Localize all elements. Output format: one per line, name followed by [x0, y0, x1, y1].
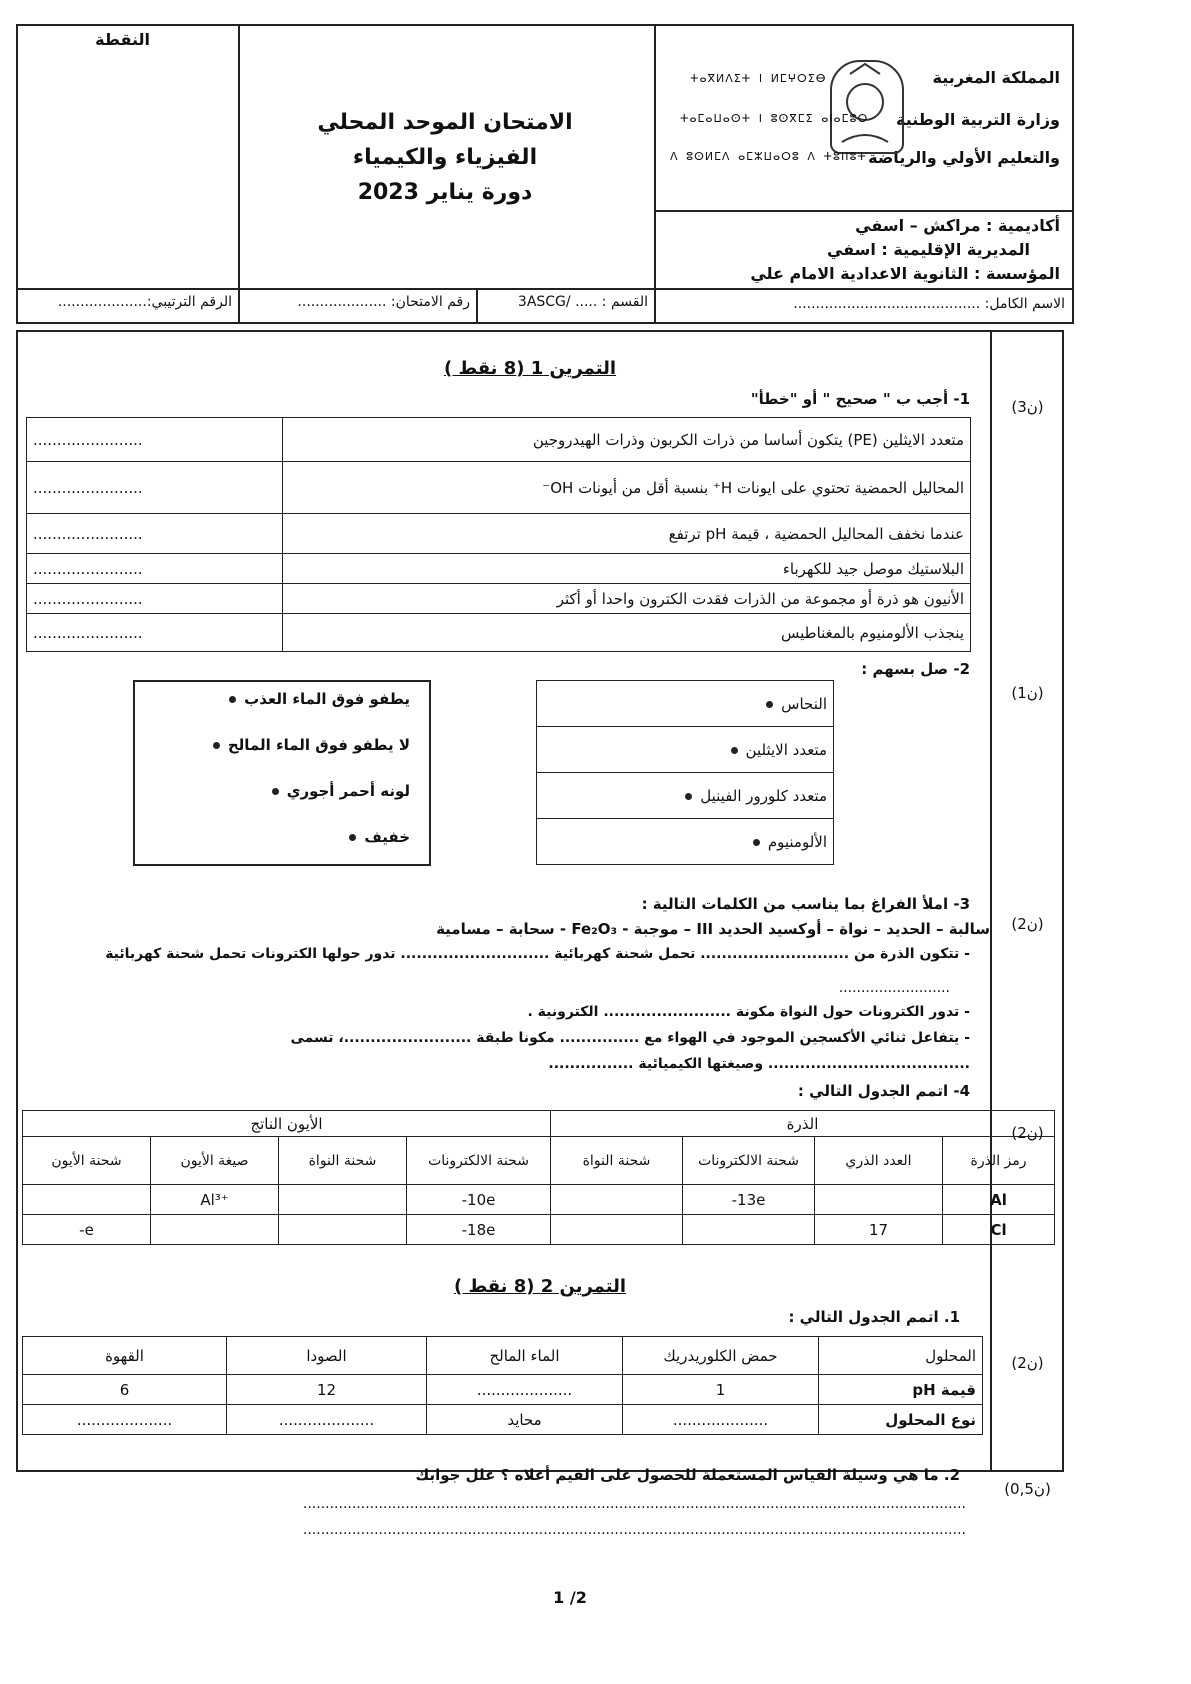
- full-name-field[interactable]: الاسم الكامل: ..........................................: [793, 296, 1065, 312]
- atom-ion-table: [22, 1110, 1055, 1245]
- table-cell[interactable]: Al³⁺: [151, 1185, 279, 1215]
- session-title: دورة يناير 2023: [357, 180, 533, 205]
- ph-cell[interactable]: 1: [623, 1375, 819, 1405]
- exam-title: الامتحان الموحد المحلي: [317, 110, 573, 135]
- academy: أكاديمية : مراكش – اسفي: [855, 216, 1060, 235]
- ph-cell[interactable]: ....................: [623, 1405, 819, 1435]
- q4-label: 4- اتمم الجدول التالي :: [797, 1082, 970, 1100]
- ph-header: المحلول: [819, 1337, 983, 1375]
- ph-cell[interactable]: 6: [23, 1375, 227, 1405]
- statement: البلاستيك موصل جيد للكهرباء: [283, 554, 971, 584]
- table-cell[interactable]: [551, 1185, 683, 1215]
- table-cell[interactable]: -10e: [407, 1185, 551, 1215]
- table-cell[interactable]: [279, 1185, 407, 1215]
- bullet-icon: [685, 793, 692, 800]
- bullet-icon: [213, 742, 220, 749]
- bullet-icon: [229, 696, 236, 703]
- tifinagh-line-1: ⵜⴰⴳⵍⴷⵉⵜ ⵏ ⵍⵎⵖⵔⵉⴱ: [690, 72, 827, 85]
- table-cell[interactable]: 17: [815, 1215, 943, 1245]
- table-cell[interactable]: [551, 1215, 683, 1245]
- statement: عندما نخفف المحاليل الحمضية ، قيمة pH ترتفع: [283, 514, 971, 554]
- q2-label: 2- صل بسهم :: [861, 660, 970, 678]
- ministry-line-2: والتعليم الأولي والرياضة: [868, 148, 1060, 167]
- directorate: المديرية الإقليمية : اسفي: [826, 240, 1030, 259]
- col-header: صيغة الأيون: [151, 1137, 279, 1185]
- statement: متعدد الايثلين (PE) يتكون أساسا من ذرات الكربون وذرات الهيدروجين: [283, 418, 971, 462]
- bullet-icon: [349, 834, 356, 841]
- royal-emblem-icon: [830, 60, 904, 154]
- ministry-line-1: وزارة التربية الوطنية: [895, 110, 1060, 129]
- bullet-icon: [753, 839, 760, 846]
- ph-header: الماء المالح: [427, 1337, 623, 1375]
- answer-cell[interactable]: .......................: [27, 614, 283, 652]
- answer-cell[interactable]: .......................: [27, 584, 283, 614]
- ph-table: [22, 1336, 983, 1435]
- subject-title: الفيزياء والكيمياء: [352, 145, 538, 170]
- score-label: النقطة: [95, 30, 150, 49]
- q3-line-2[interactable]: - تدور الكترونات حول النواة مكونة ........................ الكترونية .: [527, 1004, 970, 1020]
- statement: ينجذب الألومنيوم بالمغناطيس: [283, 614, 971, 652]
- col-header: شحنة الالكترونات: [407, 1137, 551, 1185]
- kingdom-name: المملكة المغربية: [932, 68, 1060, 87]
- match-item[interactable]: متعدد كلورور الفينيل: [537, 773, 834, 819]
- class-field[interactable]: القسم : ..... /3ASCG: [517, 294, 648, 310]
- match-target[interactable]: يطفو فوق الماء العذب: [140, 690, 410, 708]
- ph-cell[interactable]: محايد: [427, 1405, 623, 1435]
- answer-cell[interactable]: .......................: [27, 514, 283, 554]
- answer-cell[interactable]: .......................: [27, 554, 283, 584]
- statement: المحاليل الحمضية تحتوي على ايونات H⁺ بنسبة أقل من أيونات OH⁻: [283, 462, 971, 514]
- col-header: شحنة النواة: [279, 1137, 407, 1185]
- table-cell[interactable]: [151, 1215, 279, 1245]
- answer-cell[interactable]: .......................: [27, 462, 283, 514]
- q1-label: 1- أجب ب " صحيح " أو "خطأ": [750, 390, 970, 408]
- col-header: رمز الذرة: [943, 1137, 1055, 1185]
- q3-word-bank: سالبة – الحديد – نواة – أوكسيد الحديد III – موجبة - Fe₂O₃ - سحابة – مسامية: [436, 920, 990, 938]
- exercise-1-title: التمرين 1 (8 نقط ): [443, 358, 617, 379]
- q2-points: (1ن): [1011, 684, 1044, 702]
- tifinagh-line-3: ⴷ ⵓⵙⵍⵎⴷ ⴰⵎⵣⵡⴰⵔⵓ ⴷ ⵜⵓⵏⵏⵓⵜ: [670, 150, 867, 163]
- ex2-q2-label: 2. ما هي وسيلة القياس المستعملة للحصول على القيم أعلاه ؟ علل جوابك: [415, 1466, 960, 1484]
- ex2-q2-points: (0,5ن): [1004, 1480, 1051, 1498]
- match-item[interactable]: النحاس: [537, 681, 834, 727]
- true-false-table: [26, 417, 971, 652]
- table-cell: Cl: [943, 1215, 1055, 1245]
- table-cell[interactable]: [23, 1185, 151, 1215]
- ph-cell[interactable]: ....................: [427, 1375, 623, 1405]
- table-cell[interactable]: [683, 1215, 815, 1245]
- rank-field[interactable]: الرقم الترتيبي:....................: [57, 294, 232, 310]
- answer-cell[interactable]: .......................: [27, 418, 283, 462]
- q4-points: (2ن): [1011, 1124, 1044, 1142]
- table-cell[interactable]: -18e: [407, 1215, 551, 1245]
- match-target[interactable]: خفيف: [140, 828, 410, 846]
- institution: المؤسسة : الثانوية الاعدادية الامام علي: [750, 264, 1060, 283]
- bullet-icon: [731, 747, 738, 754]
- q3-line-1[interactable]: - تتكون الذرة من ............................ تحمل شحنة كهربائية ............................ تدور حولها الكترونات تحمل شحنة كهربائية: [105, 946, 970, 962]
- match-target[interactable]: لا يطفو فوق الماء المالح: [140, 736, 410, 754]
- q3-line-3b[interactable]: ...................................... وصيغتها الكيميائية ................: [548, 1056, 970, 1072]
- exercise-2-title: التمرين 2 (8 نقط ): [453, 1276, 627, 1297]
- table-cell[interactable]: [279, 1215, 407, 1245]
- page-number: 1 /2: [553, 1588, 587, 1607]
- q3-line-3[interactable]: - يتفاعل ثنائي الأكسجين الموجود في الهواء مع ............... مكونا طبقة ........................، تسمى: [290, 1030, 970, 1046]
- answer-line-1[interactable]: .....................................................................................................................................................: [302, 1496, 966, 1512]
- q1-points: (3ن): [1011, 398, 1044, 416]
- table-cell: Al: [943, 1185, 1055, 1215]
- match-left-table: [536, 680, 834, 865]
- table-cell[interactable]: -13e: [683, 1185, 815, 1215]
- col-header: شحنة الأيون: [23, 1137, 151, 1185]
- match-item[interactable]: متعدد الايثلين: [537, 727, 834, 773]
- atom-group-header: الذرة: [551, 1111, 1055, 1137]
- q3-line-1b[interactable]: .........................: [838, 980, 950, 996]
- q3-label: 3- املأ الفراغ بما يناسب من الكلمات التالية :: [641, 895, 970, 913]
- table-cell[interactable]: [815, 1185, 943, 1215]
- ex2-q1-points: (2ن): [1011, 1354, 1044, 1372]
- ex2-q1-label: 1. اتمم الجدول التالي :: [788, 1308, 960, 1326]
- col-header: شحنة الالكترونات: [683, 1137, 815, 1185]
- answer-line-2[interactable]: .....................................................................................................................................................: [302, 1522, 966, 1538]
- ph-cell[interactable]: 12: [227, 1375, 427, 1405]
- col-header: العدد الذري: [815, 1137, 943, 1185]
- col-header: شحنة النواة: [551, 1137, 683, 1185]
- tifinagh-line-2: ⵜⴰⵎⴰⵡⴰⵙⵜ ⵏ ⵓⵙⴳⵎⵉ ⴰⵏⴰⵎⵓⵔ: [680, 112, 869, 125]
- match-item[interactable]: الألومنيوم: [537, 819, 834, 865]
- ph-row-label: قيمة pH: [819, 1375, 983, 1405]
- ph-header: الصودا: [227, 1337, 427, 1375]
- ph-header: حمض الكلوريدريك: [623, 1337, 819, 1375]
- statement: الأنيون هو ذرة أو مجموعة من الذرات فقدت الكترون واحدا أو أكثر: [283, 584, 971, 614]
- bullet-icon: [272, 788, 279, 795]
- match-target[interactable]: لونه أحمر أجوري: [140, 782, 410, 800]
- ph-row-label: نوع المحلول: [819, 1405, 983, 1435]
- table-cell[interactable]: -e: [23, 1215, 151, 1245]
- bullet-icon: [766, 701, 773, 708]
- q3-points: (2ن): [1011, 915, 1044, 933]
- ph-header: القهوة: [23, 1337, 227, 1375]
- ph-cell[interactable]: ....................: [227, 1405, 427, 1435]
- ion-group-header: الأيون الناتج: [23, 1111, 551, 1137]
- exam-number-field[interactable]: رقم الامتحان: ....................: [297, 294, 470, 310]
- ph-cell[interactable]: ....................: [23, 1405, 227, 1435]
